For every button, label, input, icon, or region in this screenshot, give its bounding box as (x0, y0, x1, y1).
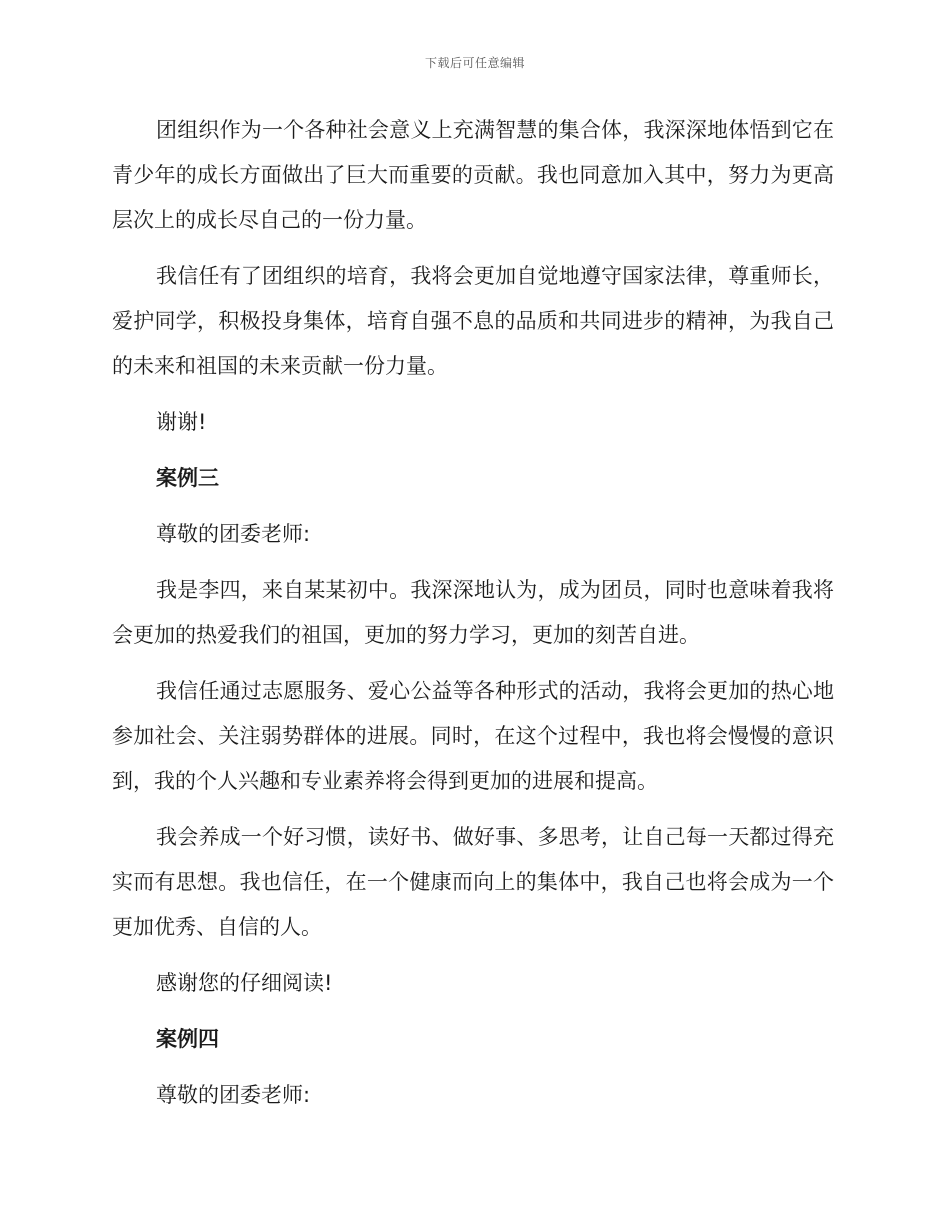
salutation: 尊敬的团委老师: (156, 522, 311, 546)
paragraph-thanks: 谢谢! (156, 410, 207, 434)
paragraph-volunteer: 我信任通过志愿服务、爱心公益等各种形式的活动，我将会更加的热心地参加社会、关注弱势群体的进展。同时，在这个过程中，我也将会慢慢的意识到，我的个人兴趣和专业素养将会得到更加的进展和提高。 (112, 679, 834, 793)
paragraph-intro: 团组织作为一个各种社会意义上充满智慧的集合体，我深深地体悟到它在青少年的成长方面做出了巨大而重要的贡献。我也同意加入其中，努力为更高层次上的成长尽自己的一份力量。 (112, 118, 834, 232)
page-header: 下载后可任意编辑 (424, 56, 525, 70)
document-body (112, 108, 834, 1129)
paragraph-commitment: 我信任有了团组织的培育，我将会更加自觉地遵守国家法律，尊重师长，爱护同学，积极投身集体，培育自强不息的品质和共同进步的精神，为我自己的未来和祖国的未来贡献一份力量。 (112, 264, 834, 378)
salutation: 尊敬的团委老师: (156, 1083, 311, 1107)
paragraph-closing: 感谢您的仔细阅读! (156, 971, 333, 995)
paragraph-habits: 我会养成一个好习惯，读好书、做好事、多思考，让自己每一天都过得充实而有思想。我也信任，在一个健康而向上的集体中，我自己也将会成为一个更加优秀、自信的人。 (112, 825, 834, 939)
section-heading-case-3: 案例三 (156, 466, 219, 490)
section-heading-case-4: 案例四 (156, 1027, 219, 1051)
paragraph-self-intro: 我是李四，来自某某初中。我深深地认为，成为团员，同时也意味着我将会更加的热爱我们的祖国，更加的努力学习，更加的刻苦自进。 (112, 578, 834, 647)
